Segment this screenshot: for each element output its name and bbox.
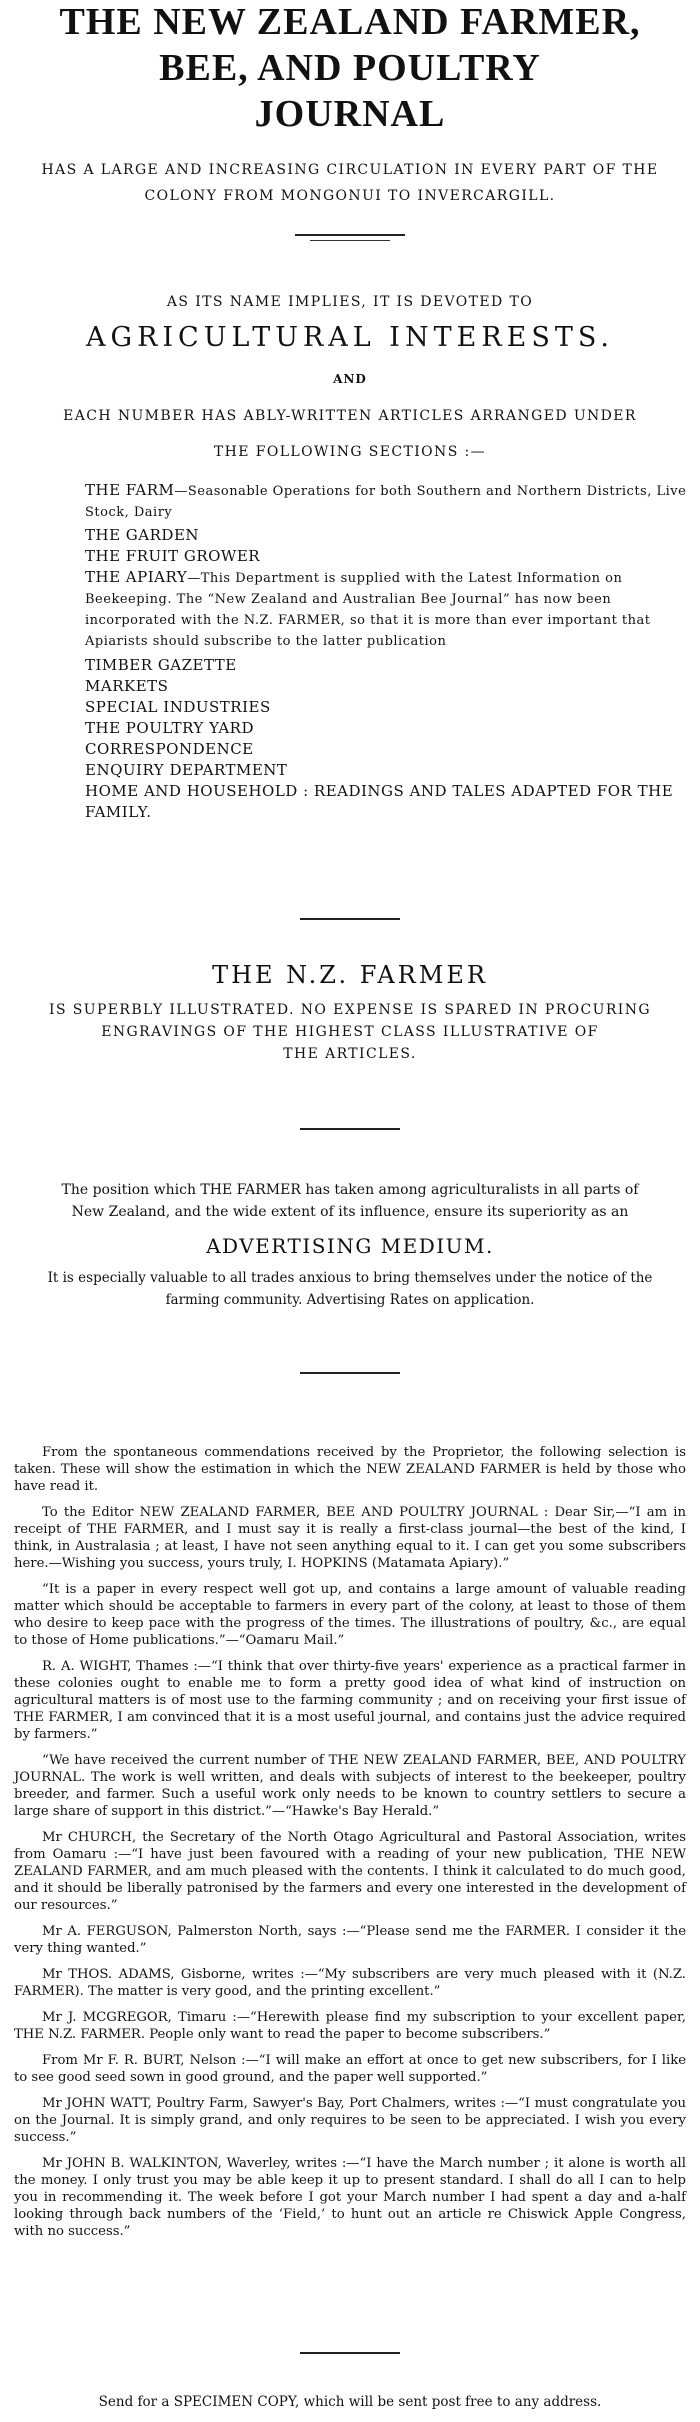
nz-farmer-heading: THE N.Z. FARMER [212, 961, 488, 989]
testimonial: From Mr F. R. BURT, Nelson :—“I will make an effort at once to get new subscribers, for I like to see good seed sown in good ground, and the paper well supported.” [14, 2053, 686, 2085]
illustrated-line-3: THE ARTICLES. [283, 1046, 417, 1062]
advertising-line-4: farming community. Advertising Rates on application. [165, 1292, 535, 1308]
illustrated-line-1: IS SUPERBLY ILLUSTRATED. NO EXPENSE IS SPARED IN PROCURING [49, 1002, 651, 1018]
circulation-line-2: COLONY FROM MONGONUI TO INVERCARGILL. [144, 188, 556, 204]
sections-list [85, 480, 700, 823]
divider [310, 240, 390, 241]
testimonial: To the Editor NEW ZEALAND FARMER, BEE AND POULTRY JOURNAL : Dear Sir,—“I am in receipt of THE FARMER, and I must say it is really a first-class journal—the best of the kind, I think, in Australasia ; at least, I have not seen anything equal to it. I can get you some subscribers here.—Wishing you success, yours truly, I. HOPKINS (Matamata Apiary).” [14, 1505, 686, 1571]
and-label: AND [333, 372, 367, 386]
illustrated-line-2: ENGRAVINGS OF THE HIGHEST CLASS ILLUSTRATIVE OF [101, 1024, 599, 1040]
section-item [85, 525, 700, 546]
masthead-line-1: THE NEW ZEALAND FARMER, [59, 1, 641, 43]
section-item [85, 781, 690, 823]
section-name: TIMBER GAZETTE [85, 656, 237, 674]
section-item [85, 676, 700, 697]
section-name: THE POULTRY YARD [85, 719, 254, 737]
section-item [85, 718, 700, 739]
section-name: THE FARM [85, 481, 175, 499]
advertising-line-1: The position which THE FARMER has taken among agriculturalists in all parts of [61, 1182, 639, 1198]
section-name: SPECIAL INDUSTRIES [85, 698, 271, 716]
divider [300, 918, 400, 920]
testimonial: R. A. WIGHT, Thames :—“I think that over thirty-five years' experience as a practical farmer in these colonies ought to enable me to form a pretty good idea of what kind of instruction on agricultural matters is of most use to the farming community ; and on receiving your first issue of THE FARMER, I am convinced that it is a most useful journal, and contains just the advice required by farmers.” [14, 1659, 686, 1742]
circulation-line-1: HAS A LARGE AND INCREASING CIRCULATION IN EVERY PART OF THE [41, 162, 659, 178]
testimonial: “We have received the current number of THE NEW ZEALAND FARMER, BEE, AND POULTRY JOURNAL. The work is well written, and deals with subjects of interest to the beekeeper, poultry breeder, and farmer. Such a useful work only needs to be known to country settlers to secure a large share of support in this district.”—“Hawke's Bay Herald.” [14, 1753, 686, 1819]
testimonial: Mr A. FERGUSON, Palmerston North, says :—“Please send me the FARMER. I consider it the very thing wanted.” [14, 1924, 686, 1956]
section-item [85, 480, 690, 522]
section-description: —Seasonable Operations for both Southern and Northern Districts, Live Stock, Dairy [85, 484, 687, 520]
section-name: HOME AND HOUSEHOLD : [85, 782, 309, 800]
sections-intro-line-2: THE FOLLOWING SECTIONS :— [213, 444, 487, 460]
section-name: ENQUIRY DEPARTMENT [85, 761, 288, 779]
section-item [85, 546, 700, 567]
testimonial: Mr THOS. ADAMS, Gisborne, writes :—“My subscribers are very much pleased with it (N.Z. FARMER). The matter is very good, and the printing excellent.” [14, 1967, 686, 1999]
advertising-line-3: It is especially valuable to all trades anxious to bring themselves under the notice of the [47, 1270, 653, 1286]
testimonial: Mr JOHN B. WALKINTON, Waverley, writes :—“I have the March number ; it alone is worth all the money. I only trust you may be able keep it up to present standard. I shall do all I can to help you in recommending it. The week before I got your March number I had spent a day and a-half looking through back numbers of the ‘Field,’ to hunt out an article re Chiswick Apple Congress, with no success.” [14, 2156, 686, 2239]
testimonial: Mr CHURCH, the Secretary of the North Otago Agricultural and Pastoral Association, writes from Oamaru :—“I have just been favoured with a reading of your new publication, THE NEW ZEALAND FARMER, and am much pleased with the contents. I think it calculated to do much good, and it should be liberally patronised by the farmers and every one interested in the development of our resources.” [14, 1830, 686, 1913]
section-name: MARKETS [85, 677, 169, 695]
testimonial: Mr J. MCGREGOR, Timaru :—“Herewith please find my subscription to your excellent paper, THE N.Z. FARMER. People only want to read the paper to become subscribers.” [14, 2010, 686, 2042]
section-item [85, 697, 700, 718]
devoted-intro: AS ITS NAME IMPLIES, IT IS DEVOTED TO [166, 294, 534, 310]
section-name: THE FRUIT GROWER [85, 547, 261, 565]
section-name: CORRESPONDENCE [85, 740, 254, 758]
divider [295, 234, 405, 236]
section-description: READINGS AND TALES ADAPTED FOR THE FAMILY. [85, 782, 674, 821]
section-name: THE GARDEN [85, 526, 200, 544]
advertising-line-2: New Zealand, and the wide extent of its influence, ensure its superiority as an [71, 1204, 629, 1220]
testimonials-block [14, 1444, 686, 2249]
masthead-line-2: BEE, AND POULTRY [159, 47, 541, 89]
section-item [85, 655, 700, 676]
advertising-medium-heading: ADVERTISING MEDIUM. [206, 1234, 494, 1258]
specimen-copy-footer: Send for a SPECIMEN COPY, which will be sent post free to any address. [98, 2394, 602, 2410]
agricultural-interests-headline: AGRICULTURAL INTERESTS. [86, 322, 614, 353]
testimonial: “It is a paper in every respect well got up, and contains a large amount of valuable reading matter which should be acceptable to farmers in every part of the colony, at least to those of them who desire to keep pace with the progress of the times. The illustrations of poultry, &c., are equal to those of Home publications.”—“Oamaru Mail.” [14, 1582, 686, 1648]
section-item [85, 739, 700, 760]
testimonial: Mr JOHN WATT, Poultry Farm, Sawyer's Bay, Port Chalmers, writes :—“I must congratulate you on the Journal. It is simply grand, and only requires to be seen to be appreciated. I wish you every success.” [14, 2096, 686, 2145]
section-item [85, 567, 690, 651]
divider [300, 1372, 400, 1374]
divider [300, 1128, 400, 1130]
testimonial-intro: From the spontaneous commendations received by the Proprietor, the following selection is taken. These will show the estimation in which the NEW ZEALAND FARMER is held by those who have read it. [14, 1445, 686, 1494]
masthead-line-3: JOURNAL [254, 93, 446, 135]
section-description: —This Department is supplied with the Latest Information on Beekeeping. The “New Zealand and Australian Bee Journal” has now been incorporated with the N.Z. FARMER, so that it is more than ever important that Apiarists should subscribe to the latter publication [85, 571, 651, 649]
section-name: THE APIARY [85, 568, 188, 586]
divider [300, 2352, 400, 2354]
sections-intro-line-1: EACH NUMBER HAS ABLY-WRITTEN ARTICLES ARRANGED UNDER [63, 408, 637, 424]
section-item [85, 760, 700, 781]
